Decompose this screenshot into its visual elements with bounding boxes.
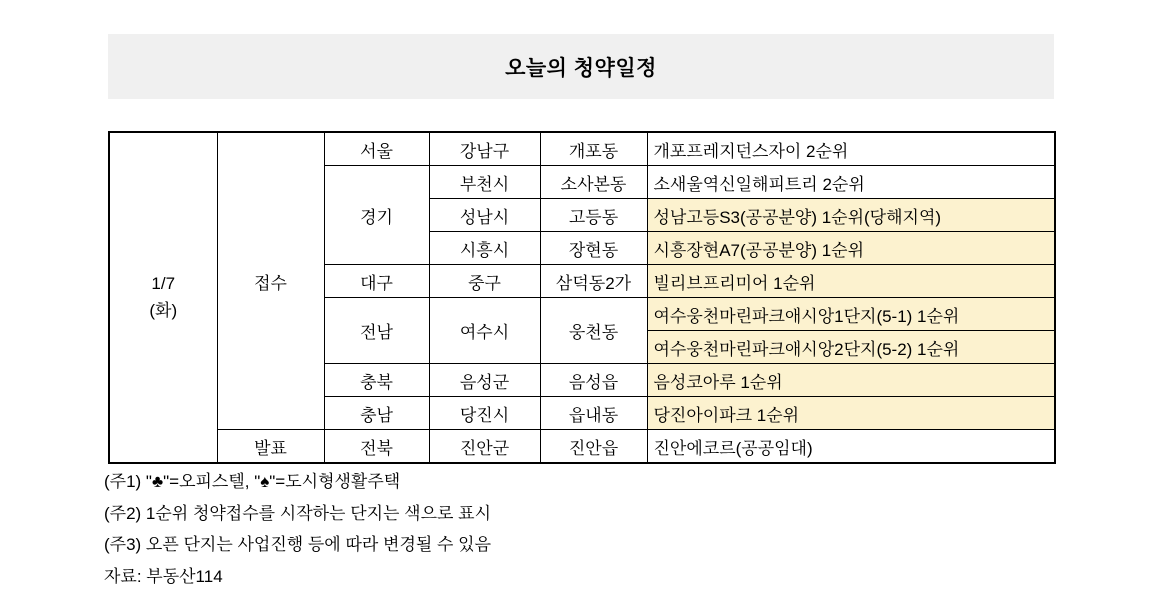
footnotes: [104, 466, 491, 592]
phase-cell-announce: 발표: [217, 430, 324, 464]
complex-name-cell: 성남고등S3(공공분양) 1순위(당해지역): [647, 199, 1055, 232]
dong-cell: 읍내동: [540, 397, 647, 430]
dong-cell: 삼덕동2가: [540, 265, 647, 298]
complex-name-cell: 시흥장현A7(공공분양) 1순위: [647, 232, 1055, 265]
complex-name-cell: 여수웅천마린파크애시앙1단지(5-1) 1순위: [647, 298, 1055, 331]
date-line2: (화): [149, 300, 178, 320]
complex-name-cell: 당진아이파크 1순위: [647, 397, 1055, 430]
subscription-schedule-table: [108, 131, 1056, 464]
dong-cell: 웅천동: [540, 298, 647, 364]
city-cell: 진안군: [429, 430, 540, 464]
region-cell: 전남: [324, 298, 429, 364]
dong-cell: 개포동: [540, 132, 647, 166]
table-row: [109, 430, 1055, 464]
title-band: [108, 34, 1054, 99]
city-cell: 여수시: [429, 298, 540, 364]
note-line-3: (주3) 오픈 단지는 사업진행 등에 따라 변경될 수 있음: [104, 535, 492, 554]
complex-name-cell: 소새울역신일해피트리 2순위: [647, 166, 1055, 199]
city-cell: 부천시: [429, 166, 540, 199]
complex-name-cell: 음성코아루 1순위: [647, 364, 1055, 397]
date-line1: 1/7: [151, 274, 176, 294]
page-title: 오늘의 청약일정: [505, 56, 657, 80]
source-line: 자료: 부동산114: [104, 566, 223, 586]
note-line-1: (주1) "♣"=오피스텔, "♠"=도시형생활주택: [104, 472, 401, 491]
dong-cell: 음성읍: [540, 364, 647, 397]
complex-name-cell: 개포프레지던스자이 2순위: [647, 132, 1055, 166]
dong-cell: 소사본동: [540, 166, 647, 199]
city-cell: 중구: [429, 265, 540, 298]
region-cell: 대구: [324, 265, 429, 298]
region-cell: 충남: [324, 397, 429, 430]
note-line-2: (주2) 1순위 청약접수를 시작하는 단지는 색으로 표시: [104, 503, 492, 523]
city-cell: 성남시: [429, 199, 540, 232]
dong-cell: 진안읍: [540, 430, 647, 464]
region-cell: 전북: [324, 430, 429, 464]
dong-cell: 장현동: [540, 232, 647, 265]
region-cell: 서울: [324, 132, 429, 166]
city-cell: 시흥시: [429, 232, 540, 265]
city-cell: 강남구: [429, 132, 540, 166]
complex-name-cell: 여수웅천마린파크애시앙2단지(5-2) 1순위: [647, 331, 1055, 364]
city-cell: 음성군: [429, 364, 540, 397]
date-cell: [109, 132, 217, 463]
complex-name-cell: 빌리브프리미어 1순위: [647, 265, 1055, 298]
phase-cell-receipt: 접수: [217, 132, 324, 430]
region-cell: 경기: [324, 166, 429, 265]
region-cell: 충북: [324, 364, 429, 397]
table-row: [109, 132, 1055, 166]
city-cell: 당진시: [429, 397, 540, 430]
dong-cell: 고등동: [540, 199, 647, 232]
complex-name-cell: 진안에코르(공공임대): [647, 430, 1055, 464]
